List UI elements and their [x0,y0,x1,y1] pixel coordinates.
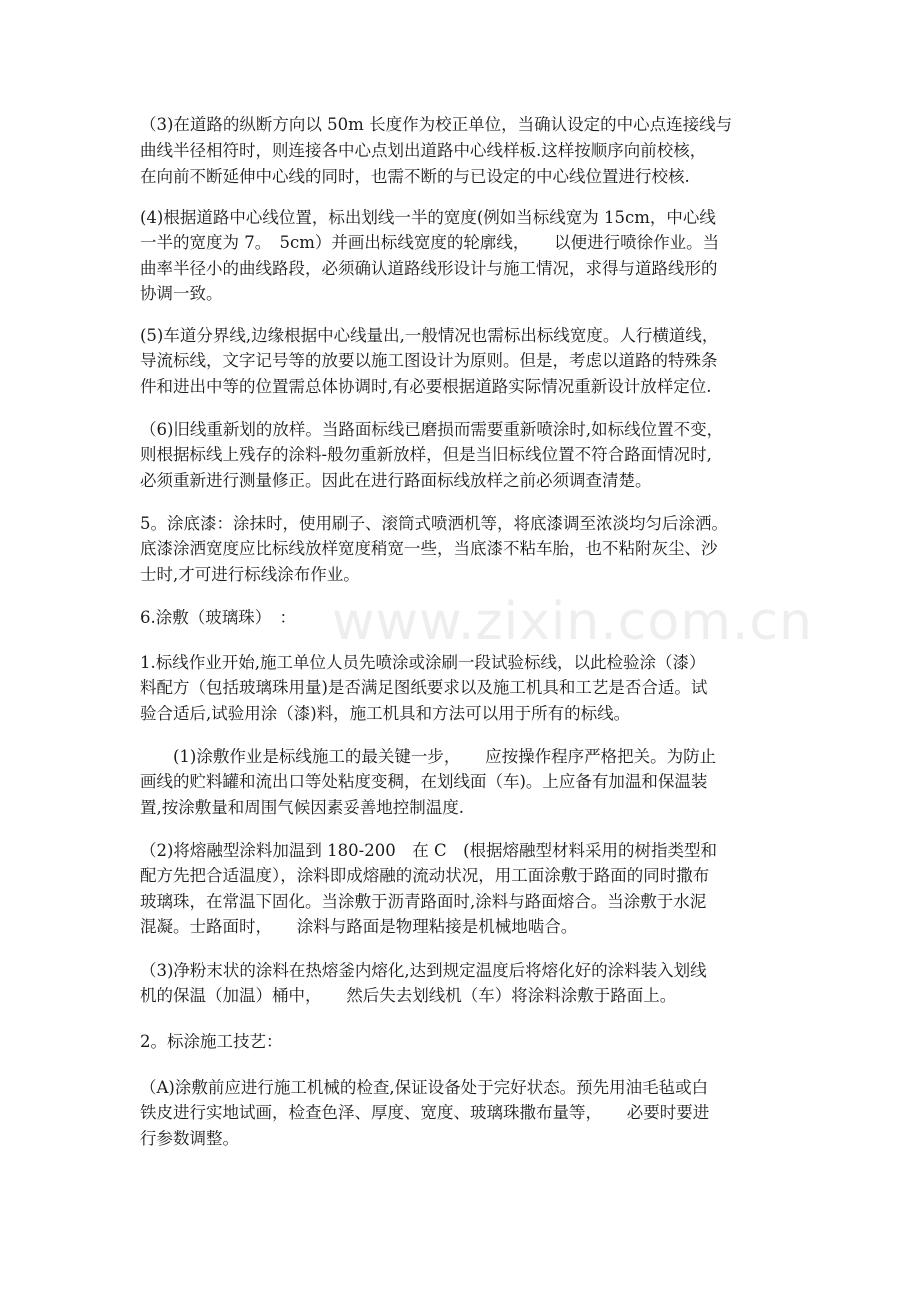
text-line: 在向前不断延伸中心线的同时，也需不断的与已设定的中心线位置进行校核. [140,167,690,186]
text-line: 混凝。士路面时， 涂料与路面是物理粘接是机械地啮合。 [140,917,578,936]
text-line: 铁皮进行实地试画，检查色泽、厚度、宽度、玻璃珠撒布量等， 必要时要进 [140,1103,710,1122]
text-line: 配方先把合适温度），涂料即成熔融的流动状况，用工面涂敷于路面的同时撒布 [140,866,710,885]
section-heading: 2。标涂施工技艺： [140,1032,283,1051]
text-line: （A)涂敷前应进行施工机械的检查,保证设备处于完好状态。预先用油毛毡或白 [140,1078,709,1097]
text-line: 一半的宽度为 7。 5cm）并画出标线宽度的轮廓线， 以便进行喷徐作业。当 [140,233,720,252]
text-line: 玻璃珠，在常温下固化。当涂敷于沥青路面时,涂料与路面熔合。当涂敷于水泥 [140,892,707,911]
text-line: 底漆涂洒宽度应比标线放样宽度稍宽一些，当底漆不粘车胎，也不粘附灰尘、沙 [140,539,718,558]
text-line: 必须重新进行测量修正。因此在进行路面标线放样之前必须调查清楚。 [140,471,652,490]
section-heading: 6.涂敷（玻璃珠） ： [140,608,296,627]
text-line: 曲率半径小的曲线路段，必须确认道路线形设计与施工情况，求得与道路线形的 [140,259,718,278]
text-line: 行参数调整。 [140,1129,239,1148]
text-line: 5。涂底漆：涂抹时，使用刷子、滚筒式喷洒机等，将底漆调至浓淡均匀后涂洒。 [140,514,728,533]
watermark: www.zixin.com.cn [332,592,813,652]
text-line: (5)车道分界线,边缘根据中心线量出,一般情况也需标出标线宽度。人行横道线， [140,326,719,345]
text-line: 协调一致。 [140,284,223,303]
text-line: 士时,才可进行标线涂布作业。 [140,565,360,584]
text-line: (4)根据道路中心线位置，标出划线一半的宽度(例如当标线宽为 15cm，中心线 [140,208,716,227]
text-line: (1)涂敷作业是标线施工的最关键一步， 应按操作程序严格把关。为防止 [140,747,717,766]
text-line: （6)旧线重新划的放样。当路面标线已磨损而需要重新喷涂时,如标线位置不变， [140,420,724,439]
text-line: 件和进出中等的位置需总体协调时,有必要根据道路实际情况重新设计放样定位. [140,377,712,396]
text-line: 验合适后,试验用涂（漆)料，施工机具和方法可以用于所有的标线。 [140,704,631,723]
text-line: 1.标线作业开始,施工单位人员先喷涂或涂刷一段试验标线，以此检验涂（漆） [140,653,706,672]
text-line: 画线的贮料罐和流出口等处粘度变稠，在划线面（车)。上应备有加温和保温装 [140,772,708,791]
text-line: （3)在道路的纵断方向以 50m 长度作为校正单位，当确认设定的中心点连接线与 [140,115,733,134]
text-line: 则根据标线上残存的涂料-般勿重新放样，但是当旧标线位置不符合路面情况时, [140,445,712,464]
text-line: 导流标线，文字记号等的放要以施工图设计为原则。但是，考虑以道路的特殊条 [140,351,718,370]
text-line: （3)净粉末状的涂料在热熔釜内熔化,达到规定温度后将熔化好的涂料装入划线 [140,961,707,980]
text-line: 料配方（包括玻璃珠用量)是否满足图纸要求以及施工机具和工艺是否合适。试 [140,678,708,697]
text-line: 机的保温（加温）桶中， 然后失去划线机（车）将涂料涂敷于路面上。 [140,986,677,1005]
text-line: 置,按涂敷量和周围气候因素妥善地控制温度. [140,798,464,817]
text-line: 曲线半径相符时，则连接各中心点划出道路中心线样板.这样按顺序向前校核， [140,141,707,160]
text-line: （2)将熔融型涂料加温到 180-200 在 C (根据熔融型材料采用的树指类型和 [140,841,718,860]
